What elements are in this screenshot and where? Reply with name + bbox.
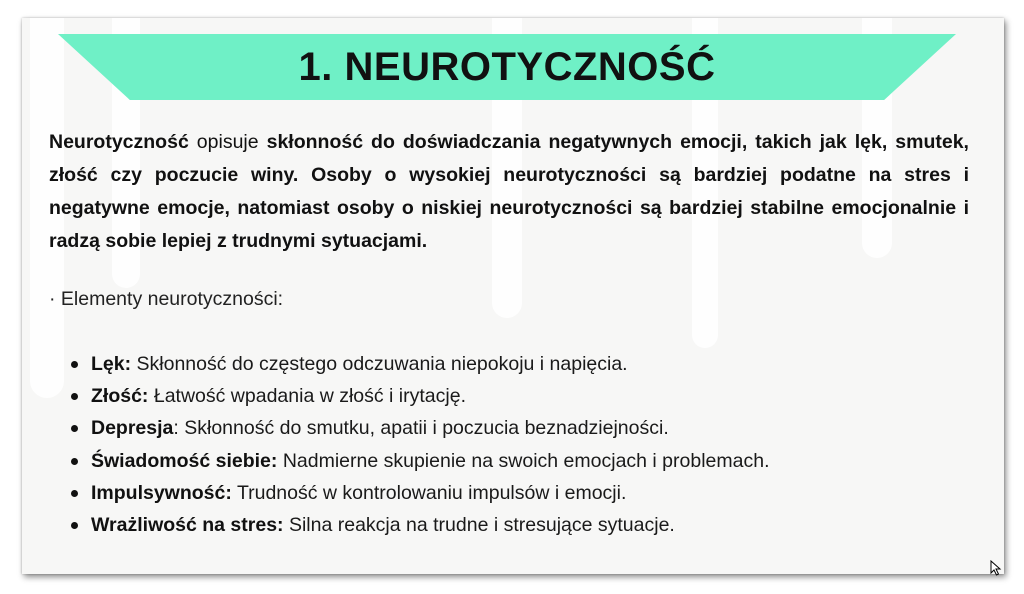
list-item <box>67 509 770 541</box>
list-item <box>67 412 770 444</box>
list-item-term: Depresja <box>91 417 174 440</box>
list-item-description: Skłonność do częstego odczuwania niepokoju i napięcia. <box>131 353 628 375</box>
intro-paragraph <box>49 126 969 258</box>
slide-title: 1. NEUROTYCZNOŚĆ <box>298 45 716 89</box>
list-item <box>67 477 770 509</box>
presentation-slide <box>22 18 1004 574</box>
list-item <box>67 348 770 380</box>
list-item <box>67 380 770 412</box>
list-item-description: Trudność w kontrolowaniu impulsów i emocji. <box>231 481 627 504</box>
mouse-cursor-icon <box>990 560 1002 576</box>
list-item-description: Łatwość wpadania w złość i irytację. <box>148 385 466 408</box>
list-item-description: Nadmierne skupienie na swoich emocjach i problemach. <box>277 449 770 472</box>
list-item-term: Lęk: <box>91 353 132 375</box>
elements-heading: · Elementy neurotyczności: <box>49 288 284 310</box>
list-item-term: Impulsywność: <box>91 481 232 504</box>
intro-connector: opisuje <box>188 131 267 153</box>
intro-term: Neurotyczność <box>49 131 189 153</box>
list-item-term: Wrażliwość na stres: <box>91 514 284 537</box>
list-item-description: Silna reakcja na trudne i stresujące sytuacje. <box>283 514 675 537</box>
list-item <box>67 445 770 477</box>
elements-list <box>67 348 770 541</box>
intro-definition: skłonność do doświadczania negatywnych emocji, takich jak lęk, smutek, złość czy poczucie winy. Osoby o wysokiej neurotyczności są bardziej podatne na stres i negatywne emocje, natomiast osoby o niskiej neurotyczności są bardziej stabilne emocjonalnie i radzą sobie lepiej z trudnymi sytuacjami. <box>49 131 969 252</box>
list-item-term: Świadomość siebie: <box>91 449 278 472</box>
list-item-term: Złość: <box>91 385 149 408</box>
list-item-description: : Skłonność do smutku, apatii i poczucia beznadziejności. <box>173 417 669 440</box>
